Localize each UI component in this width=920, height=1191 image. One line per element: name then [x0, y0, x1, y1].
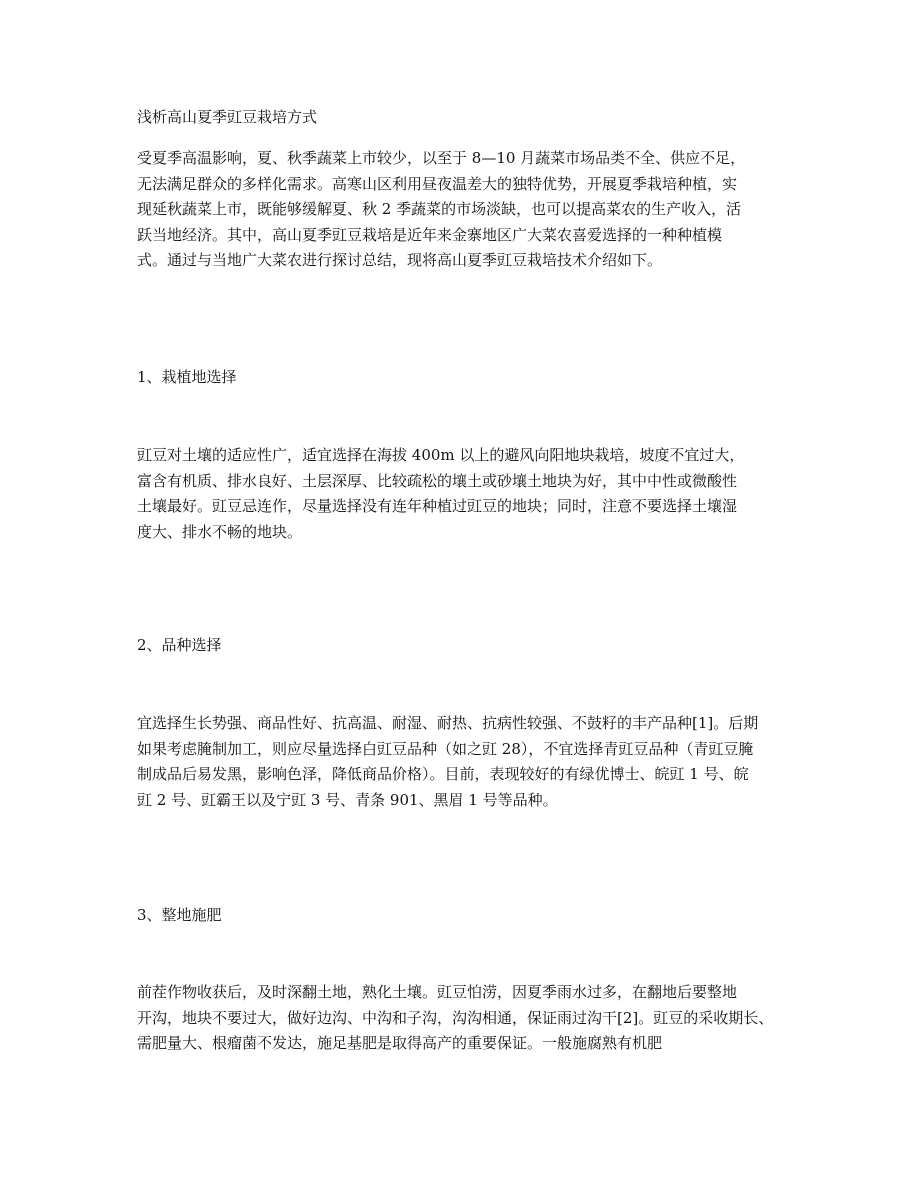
section-heading-variety-selection: 2、品种选择: [137, 636, 222, 654]
section-body-variety-selection: 宜选择生长势强、商品性好、抗高温、耐湿、耐热、抗病性较强、不鼓籽的丰产品种[1]。后期 如果考虑腌制加工，则应尽量选择白豇豆品种（如之豇 28），不宜选择青豇豆品种（青豇豆腌 制成品后易发黑，影响色泽，降低商品价格）。目前，表现较好的有绿优博士、皖豇 1 号、皖 豇 2 号、豇霸王以及宁豇 3 号、青条 901、黑眉 1 号等品种。: [137, 714, 759, 809]
section-body-land-preparation: 前茬作物收获后，及时深翻土地，熟化土壤。豇豆怕涝，因夏季雨水过多，在翻地后要整地 开沟，地块不要过大，做好边沟、中沟和子沟，沟沟相通，保证雨过沟干[2]。豇豆的采收期长、 需肥量大、根瘤菌不发达，施足基肥是取得高产的重要保证。一般施腐熟有机肥: [137, 983, 774, 1052]
section-heading-site-selection: 1、栽植地选择: [137, 368, 237, 386]
intro-paragraph: 受夏季高温影响，夏、秋季蔬菜上市较少，以至于 8—10 月蔬菜市场品类不全、供应不足， 无法满足群众的多样化需求。高寒山区利用昼夜温差大的独特优势，开展夏季栽培种植，实 现延秋蔬菜上市，既能够缓解夏、秋 2 季蔬菜的市场淡缺，也可以提高菜农的生产收入，活 跃当地经济。其中，高山夏季豇豆栽培是近年来金寨地区广大菜农喜爱选择的一种种植模 式。通过与当地广大菜农进行探讨总结，现将高山夏季豇豆栽培技术介绍如下。: [137, 149, 746, 269]
section-heading-land-preparation: 3、整地施肥: [137, 906, 222, 924]
section-body-site-selection: 豇豆对土壤的适应性广，适宜选择在海拔 400m 以上的避风向阳地块栽培，坡度不宜过大， 富含有机质、排水良好、土层深厚、比较疏松的壤土或砂壤土地块为好，其中中性或微酸性 土壤最好。豇豆忌连作，尽量选择没有连年种植过豇豆的地块；同时，注意不要选择土壤湿 度大、排水不畅的地块。: [137, 446, 745, 541]
document-title: 浅析高山夏季豇豆栽培方式: [137, 108, 318, 126]
